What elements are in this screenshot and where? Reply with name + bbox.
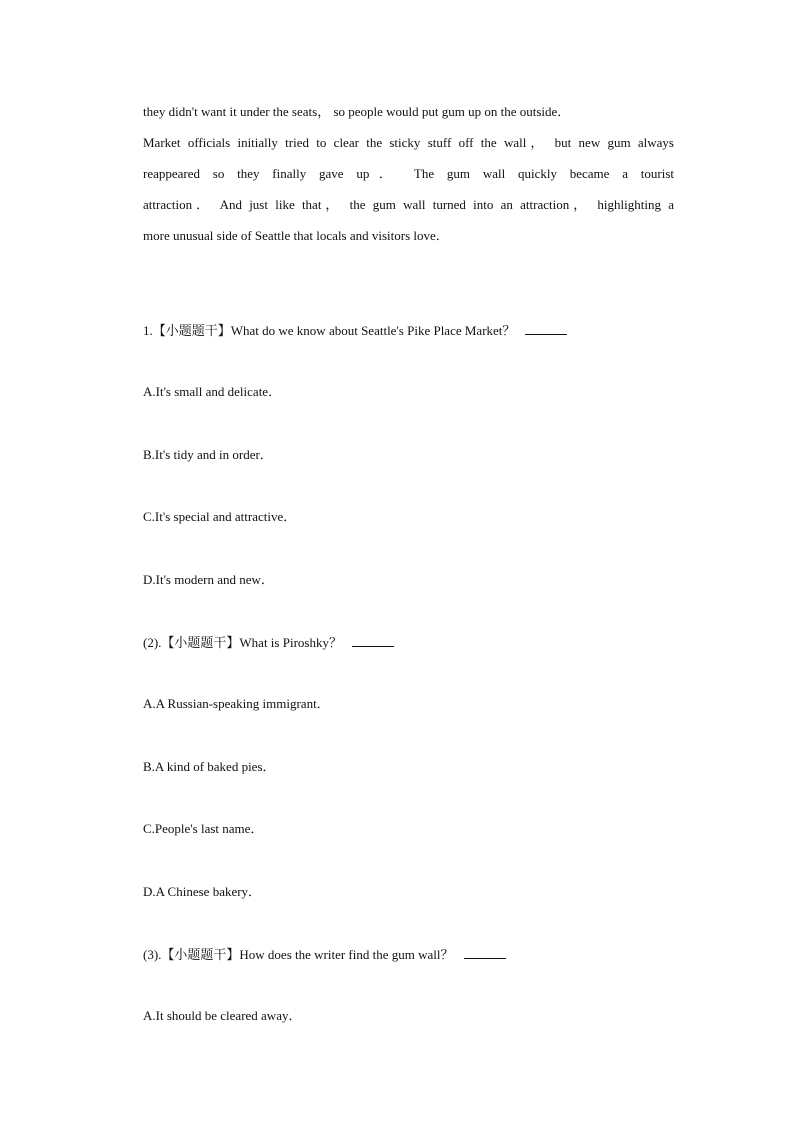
passage-line: they didn't want it under the seats， so people would put gum up on the outside．	[143, 104, 571, 119]
answer-blank[interactable]	[464, 946, 506, 959]
question-option[interactable]: A.It's small and delicate．	[143, 384, 282, 399]
question-option[interactable]: C.People's last name．	[143, 821, 264, 836]
question-text: 1.【小题题干】What do we know about Seattle's Pike Place Market？	[143, 323, 516, 338]
question-stem	[143, 946, 506, 963]
question-option[interactable]: B.A kind of baked pies．	[143, 759, 276, 774]
passage-line: more unusual side of Seattle that locals and visitors love．	[143, 228, 449, 243]
answer-blank[interactable]	[352, 634, 394, 647]
question-option[interactable]: A.A Russian-speaking immigrant．	[143, 696, 330, 711]
question-option[interactable]: D.A Chinese bakery．	[143, 884, 262, 899]
question-option[interactable]: D.It's modern and new．	[143, 572, 274, 587]
question-text: (2).【小题题干】What is Piroshky？	[143, 635, 342, 650]
question-stem	[143, 634, 394, 651]
passage-line: Market officials initially tried to clear the sticky stuff off the wall， but new gum always	[143, 135, 674, 150]
question-option[interactable]: A.It should be cleared away．	[143, 1008, 302, 1023]
passage-line: reappeared so they finally gave up． The gum wall quickly became a tourist	[143, 166, 674, 181]
question-option[interactable]: B.It's tidy and in order．	[143, 447, 273, 462]
question-option[interactable]: C.It's special and attractive．	[143, 509, 297, 524]
passage-line: attraction． And just like that， the gum wall turned into an attraction， highlighting a	[143, 197, 674, 212]
question-stem	[143, 322, 567, 339]
question-text: (3).【小题题干】How does the writer find the gum wall？	[143, 947, 454, 962]
answer-blank[interactable]	[525, 322, 567, 335]
